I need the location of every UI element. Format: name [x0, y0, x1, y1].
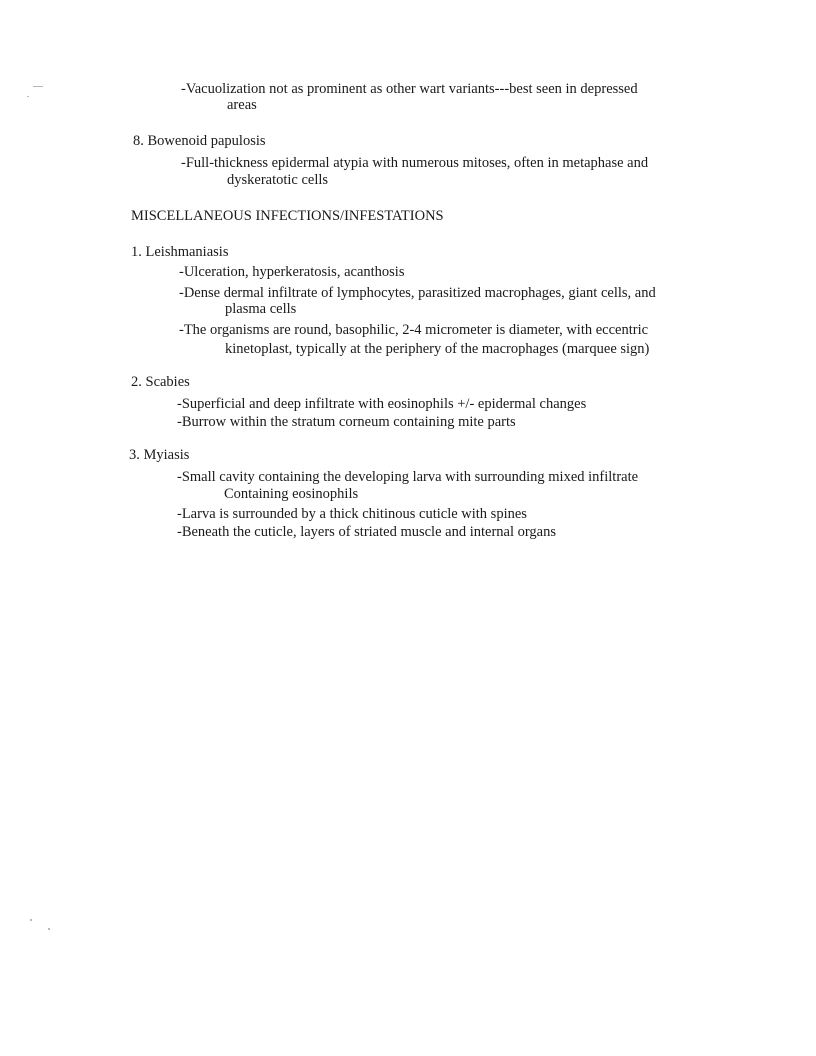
item-scabies-heading: 2. Scabies [131, 374, 190, 390]
leishmaniasis-line-2: -Dense dermal infiltrate of lymphocytes, parasitized macrophages, giant cells, and [179, 285, 656, 301]
carryover-line-2: areas [227, 97, 257, 113]
scabies-line-1: -Superficial and deep infiltrate with eosinophils +/- epidermal changes [177, 396, 587, 412]
scan-speck [27, 96, 29, 97]
item-8-bullet-line-1: -Full-thickness epidermal atypia with numerous mitoses, often in metaphase and [181, 155, 649, 171]
item-8-bullet-line-2: dyskeratotic cells [227, 172, 329, 188]
item-8-heading: 8. Bowenoid papulosis [133, 133, 266, 149]
leishmaniasis-line-1: -Ulceration, hyperkeratosis, acanthosis [179, 264, 405, 280]
leishmaniasis-line-3: plasma cells [225, 301, 297, 317]
myiasis-line-4: -Beneath the cuticle, layers of striated muscle and internal organs [177, 524, 557, 540]
section-title: MISCELLANEOUS INFECTIONS/INFESTATIONS [131, 208, 444, 224]
myiasis-line-3: -Larva is surrounded by a thick chitinous cuticle with spines [177, 506, 527, 522]
scan-speck [30, 919, 32, 921]
item-leishmaniasis-heading: 1. Leishmaniasis [131, 244, 229, 260]
myiasis-line-2: Containing eosinophils [224, 486, 359, 502]
carryover-line-1: -Vacuolization not as prominent as other wart variants---best seen in depressed [181, 81, 638, 97]
leishmaniasis-line-5: kinetoplast, typically at the periphery of the macrophages (marquee sign) [225, 341, 650, 357]
leishmaniasis-line-4: -The organisms are round, basophilic, 2-4 micrometer is diameter, with eccentric [179, 322, 649, 338]
scabies-line-2: -Burrow within the stratum corneum containing mite parts [177, 414, 516, 430]
scan-speck [33, 86, 43, 87]
scan-speck [48, 928, 50, 930]
item-myiasis-heading: 3. Myiasis [129, 447, 190, 463]
myiasis-line-1: -Small cavity containing the developing larva with surrounding mixed infiltrate [177, 469, 639, 485]
